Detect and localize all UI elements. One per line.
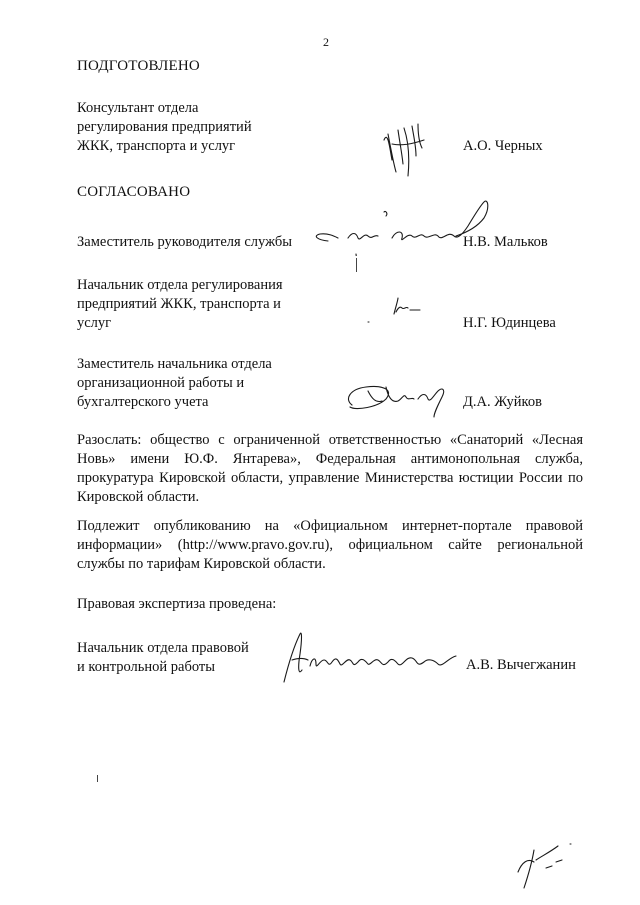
signature-yudintseva — [360, 296, 440, 326]
signature-cherny — [378, 120, 438, 182]
legal-signer-name: А.В. Вычегжанин — [466, 657, 576, 673]
margin-tick — [356, 258, 357, 272]
prepared-heading: ПОДГОТОВЛЕНО — [77, 58, 200, 74]
signature-malkov — [308, 196, 498, 256]
signer-2-role-line-1: Начальник отдела регулирования — [77, 277, 283, 293]
signer-3-role-line-2: организационной работы и — [77, 375, 245, 391]
signer-2-role-line-2: предприятий ЖКК, транспорта и — [77, 296, 281, 312]
signature-vychegzhanin — [278, 626, 468, 690]
page-number: 2 — [323, 35, 329, 49]
agreed-heading: СОГЛАСОВАНО — [77, 184, 191, 200]
signature-zhuikov — [342, 377, 462, 419]
margin-tick-lower — [97, 775, 98, 782]
prepared-role-line-3: ЖКК, транспорта и услуг — [77, 138, 236, 154]
legal-review-statement: Правовая экспертиза проведена: — [77, 596, 277, 612]
prepared-role-line-1: Консультант отдела — [77, 100, 199, 116]
legal-role-line-1: Начальник отдела правовой — [77, 640, 249, 656]
publication-paragraph: Подлежит опубликованию на «Официальном интернет-портале правовой информации» (http://www.pravo.gov.ru), официальном сайте региональной службы по тарифам Кировской области. — [77, 518, 583, 572]
prepared-role-line-2: регулирования предприятий — [77, 119, 252, 135]
signer-1-name: Н.В. Мальков — [463, 234, 548, 250]
legal-role-line-2: и контрольной работы — [77, 659, 215, 675]
initials-mark — [512, 832, 582, 892]
signer-1-role-line-1: Заместитель руководителя службы — [77, 234, 293, 250]
signer-3-role-line-1: Заместитель начальника отдела — [77, 356, 272, 372]
signer-3-name: Д.А. Жуйков — [463, 394, 542, 410]
distribution-paragraph: Разослать: общество с ограниченной ответственностью «Санаторий «Лесная Новь» имени Ю.Ф. Янтарева», Федеральная антимонопольная служба, прокуратура Кировской области, управление Министерства юстиции России по Кировской области. — [77, 432, 583, 505]
signer-2-role-line-3: услуг — [77, 315, 112, 331]
prepared-signer-name: А.О. Черных — [463, 138, 543, 154]
signer-3-role-line-3: бухгалтерского учета — [77, 394, 209, 410]
signer-2-name: Н.Г. Юдинцева — [463, 315, 556, 331]
